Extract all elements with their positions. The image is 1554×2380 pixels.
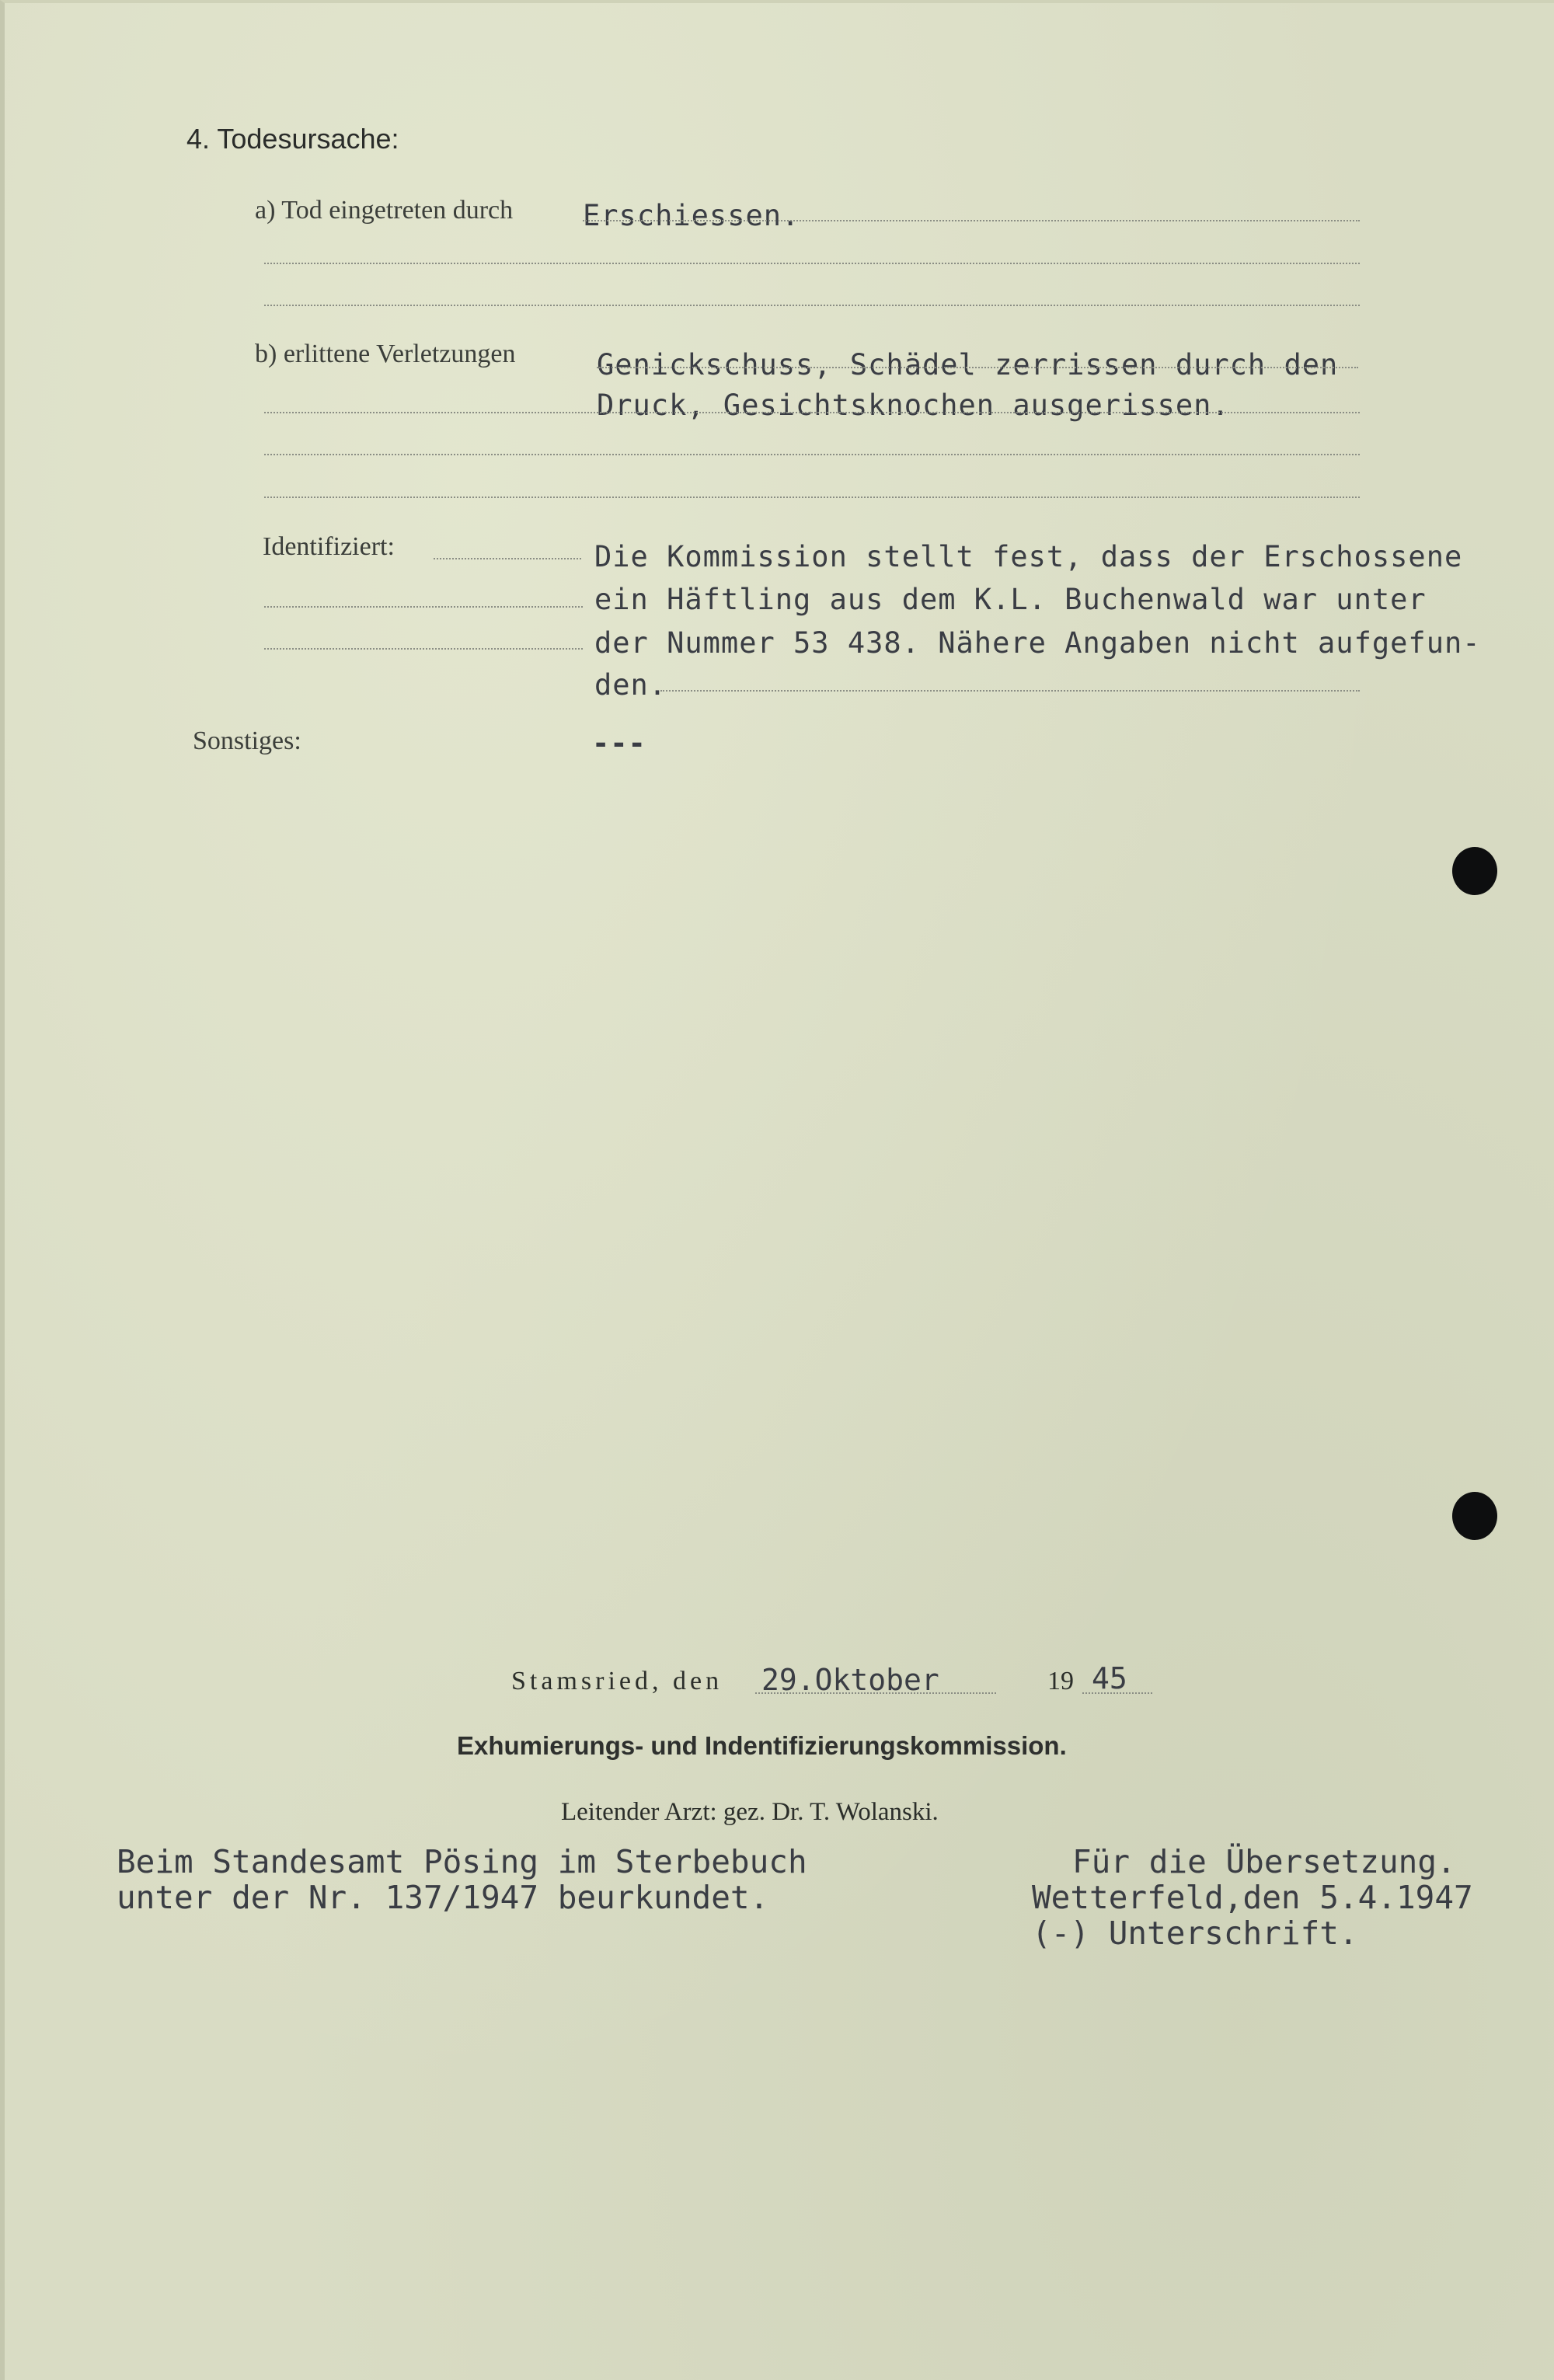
doctor-signature-line: Leitender Arzt: gez. Dr. T. Wolanski. [561, 1798, 939, 1826]
translation-note-line-3: (-) Unterschrift. [1032, 1915, 1358, 1952]
date-dotted-line [755, 1692, 996, 1694]
section-heading: 4. Todesursache: [186, 123, 399, 155]
identified-dotted-line-2 [264, 606, 583, 608]
injuries-line-2: Druck, Gesichtsknochen ausgerissen. [597, 389, 1230, 422]
cause-label: a) Tod eingetreten durch [255, 196, 514, 225]
cause-dotted-line-2 [264, 263, 1360, 264]
identified-dotted-line-3 [264, 648, 583, 650]
identified-leader-dots [434, 558, 581, 559]
identified-dotted-line-4 [660, 690, 1360, 692]
cause-dotted-line [583, 220, 1360, 221]
translation-note-line-1: Für die Übersetzung. [1072, 1843, 1456, 1880]
injuries-dotted-line-4 [264, 497, 1360, 498]
place-date-label: Stamsried, den [511, 1667, 723, 1695]
identified-line-4: den. [594, 668, 667, 702]
cause-value: Erschiessen. [583, 199, 800, 232]
translation-note-line-2: Wetterfeld,den 5.4.1947 [1032, 1879, 1473, 1916]
date-value: 29.Oktober [761, 1663, 939, 1697]
injuries-line-1: Genickschuss, Schädel zerrissen durch den [597, 348, 1339, 382]
registry-note-line-2: unter der Nr. 137/1947 beurkundet. [117, 1879, 769, 1916]
registry-note-line-1: Beim Standesamt Pösing im Sterbebuch [117, 1843, 807, 1880]
commission-name: Exhumierungs- und Indentifizierungskommission. [457, 1731, 1067, 1760]
identified-line-3: der Nummer 53 438. Nähere Angaben nicht aufgefun- [594, 626, 1481, 660]
misc-value: --- [592, 727, 646, 760]
year-dotted-line [1082, 1692, 1152, 1694]
identified-line-1: Die Kommission stellt fest, dass der Erschossene [594, 540, 1463, 573]
injuries-dotted-line-2 [264, 412, 1360, 413]
punch-hole-lower [1452, 1492, 1497, 1540]
punch-hole-upper [1452, 847, 1497, 895]
cause-dotted-line-3 [264, 305, 1360, 306]
injuries-dotted-line-1 [597, 367, 1358, 368]
identified-line-2: ein Häftling aus dem K.L. Buchenwald war unter [594, 583, 1427, 616]
injuries-label: b) erlittene Verletzungen [255, 340, 516, 368]
year-prefix: 19 [1047, 1667, 1074, 1695]
injuries-dotted-line-3 [264, 454, 1360, 455]
misc-label: Sonstiges: [193, 727, 301, 755]
year-suffix: 45 [1092, 1661, 1127, 1695]
identified-label: Identifiziert: [263, 532, 395, 561]
